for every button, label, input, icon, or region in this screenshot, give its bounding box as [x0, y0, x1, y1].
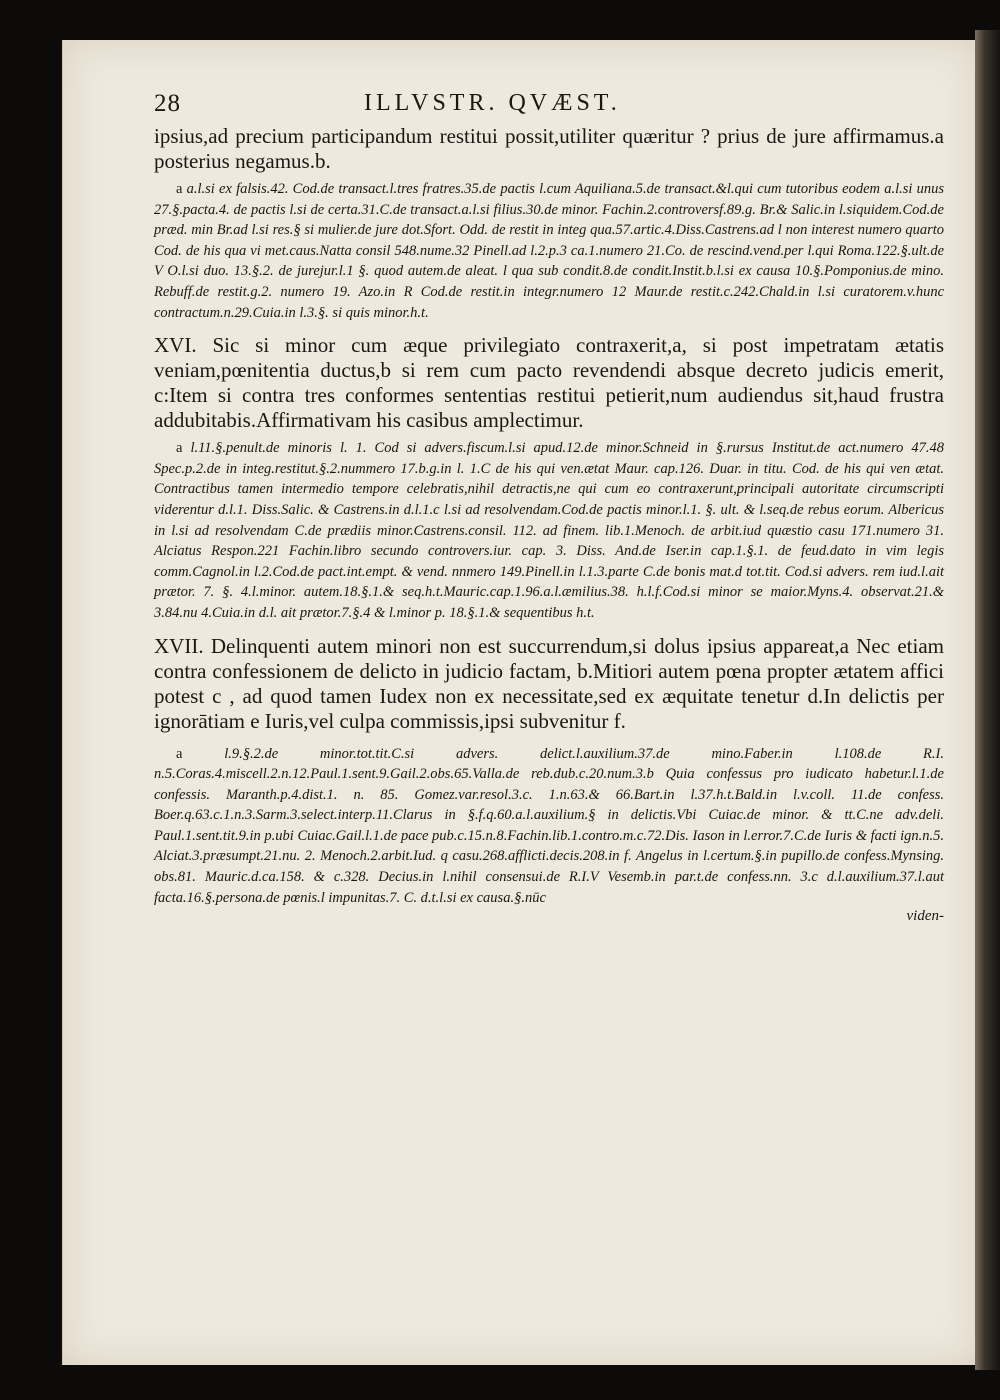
paragraph-xvi: XVI. Sic si minor cum æque privilegiato contraxerit,a, si post impetratam ætatis veniam,pœnitentia ductus,b si rem cum pacto revendendi absque decreto judicis emerit, c:Item si contra tres conformes sententias restitui petierit,num audiendus sit,haud frustra addubitabis.Affirmativam his casibus amplectimur. — [154, 333, 944, 433]
footnote-marker: a — [176, 181, 183, 197]
page-edge — [975, 30, 1000, 1370]
page-header — [154, 90, 944, 124]
running-title: ILLVSTR. QVÆST. — [364, 90, 621, 116]
footnote-text: l.9.§.2.de minor.tot.tit.C.si advers. delict.l.auxilium.37.de mino.Faber.in l.108.de R.I. n.5.Coras.4.miscell.2.n.12.Paul.1.sent.9.Gail.2.obs.65.Valla.de reb.dub.c.20.num.3.b Quia confessus pro iudicato habetur.l.1.de confessis. Maranth.p.4.dist.1. n. 85. Gomez.var.resol.3.c. 1.n.63.& 66.Bart.in l.37.h.t.Bald.in l.v.coll. 11.de confess. Boer.q.63.c.1.n.3.Sarm.3.select.interp.11.Clarus in §.f.q.60.a.l.auxilium.§ in delictis.Vbi Cuiac.de minor. & tt.C.ne adv.deli. Paul.1.sent.tit.9.in p.ubi Cuiac.Gail.l.1.de pace pub.c.15.n.8.Fachin.lib.1.contro.m.c.72.Dis. Iason in l.error.7.C.de Iuris & facti ign.n.5. Alciat.3.præsumpt.21.nu. 2. Menoch.2.arbit.Iud. q casu.268.afflicti.decis.208.in f. Angelus in l.certum.§.in pupillo.de confess.Mynsing. obs.81. Mauric.d.ca.158. & c.328. Decius.in l.nihil consensui.de R.I.V Vesemb.in par.t.de confess.nn. 3.c d.l.auxilium.37.l.aut facta.16.§.persona.de pœnis.l impunitas.7. C. d.t.l.si ex causa.§.nūc — [154, 745, 944, 906]
footnote-marker: a — [176, 745, 183, 762]
catchword: viden- — [906, 908, 944, 925]
page-number: 28 — [154, 90, 181, 117]
footnote-marker: a — [176, 440, 183, 457]
footnote-block-3 — [154, 744, 944, 909]
footnote-text: l.11.§.penult.de minoris l. 1. Cod si advers.fiscum.l.si apud.12.de minor.Schneid in §.rursus Institut.de act.numero 47.48 Spec.p.2.de in integ.restitut.§.2.nummero 17.b.g.in l. 1.C de his qui ven.ætat Maur. cap.126. Duar. in titu. Cod. de his qui ven ætat. Contractibus tamen intermedio tempore celebratis,nihil detractis,ne qui cum eo contraxerunt,principali autoritate circumscripti viderentur d.l.1. Diss.Salic. & Castrens.in d.l.1.c l.si ad resolvendam.Cod.de pactis minor.l.1. §. ult. & l.seq.de rebus eorum. Albericus in l.si ad resolvendam C.de prædiis minor.Castrens.consil. 112. ad finem. lib.1.Menoch. de arbit.iud quæstio casu 171.numero 31. Alciatus Respon.221 Fachin.libro secundo controvers.iur. cap. 3. Diss. And.de Iser.in cap.1.§.1. de feud.dato in vim legis comm.Cagnol.in l.2.Cod.de pact.int.empt. & vend. nnmero 149.Pinell.in l.1.3.parte C.de bonis mat.d tot.tit. Cod.si advers. rem iud.l.ait prætor. 7. §. 4.l.minor. autem.18.§.1.& seq.h.t.Mauric.cap.1.96.a.l.æmilius.38. h.l.f.Cod.si minor se maior.Myns.4. observat.21.& 3.84.nu 4.Cuia.in d.l. ait prætor.7.§.4 & l.minor p. 18.§.1.& sequentibus h.t. — [154, 440, 944, 621]
opening-paragraph: ipsius,ad precium participandum restitui possit,utiliter quæritur ? prius de jure affirmamus.a posterius negamus.b. — [154, 124, 944, 173]
footnote-text: a.l.si ex falsis.42. Cod.de transact.l.tres fratres.35.de pactis l.cum Aquiliana.5.de transact.&l.qui cum tutoribus eodem a.l.si unus 27.§.pacta.4. de pactis l.si de certa.31.C.de transact.a.l.si filius.30.de minor. Fachin.2.controversf.89.g. Br.& Salic.in l.siquidem.Cod.de præd. min Br.ad l.si res.§ si mulier.de jure dot.Sfort. Odd. de restit in integ qua.57.artic.4.Diss.Castrens.ad l non interest numero quarto Cod. de his qua vi met.caus.Natta consil 548.nume.32 Pinell.ad l.2.p.3 ca.1.numero 21.Co. de rescind.vend.per l.qui Roma.122.§.ult.de V O.l.si duo. 13.§.2. de jurejur.l.1 §. quod autem.de aleat. l qua sub condit.8.de condit.Instit.b.l.si ex causa 10.§.Pomponius.de mino. Rebuff.de restit.g.2. numero 19. Azo.in R Cod.de restit.in integr.numero 12 Maur.de restit.c.242.Chald.in l.si curatorem.v.hunc contractum.n.29.Cuia.in l.3.§. si quis minor.h.t. — [154, 181, 945, 321]
footnote-block-2 — [154, 438, 944, 623]
paragraph-xvii: XVII. Delinquenti autem minori non est succurrendum,si dolus ipsius appareat,a Nec etiam contra confessionem de delicto in judicio factam, b.Mitiori autem pœna propter ætatem affici potest c , ad quod tamen Iudex non ex necessitate,sed ex æquitate tenetur d.In delictis per ignorātiam e Iuris,vel culpa commissis,ipsi subvenitur f. — [154, 633, 944, 733]
footnote-block-1 — [154, 179, 944, 323]
page-content — [154, 90, 944, 940]
